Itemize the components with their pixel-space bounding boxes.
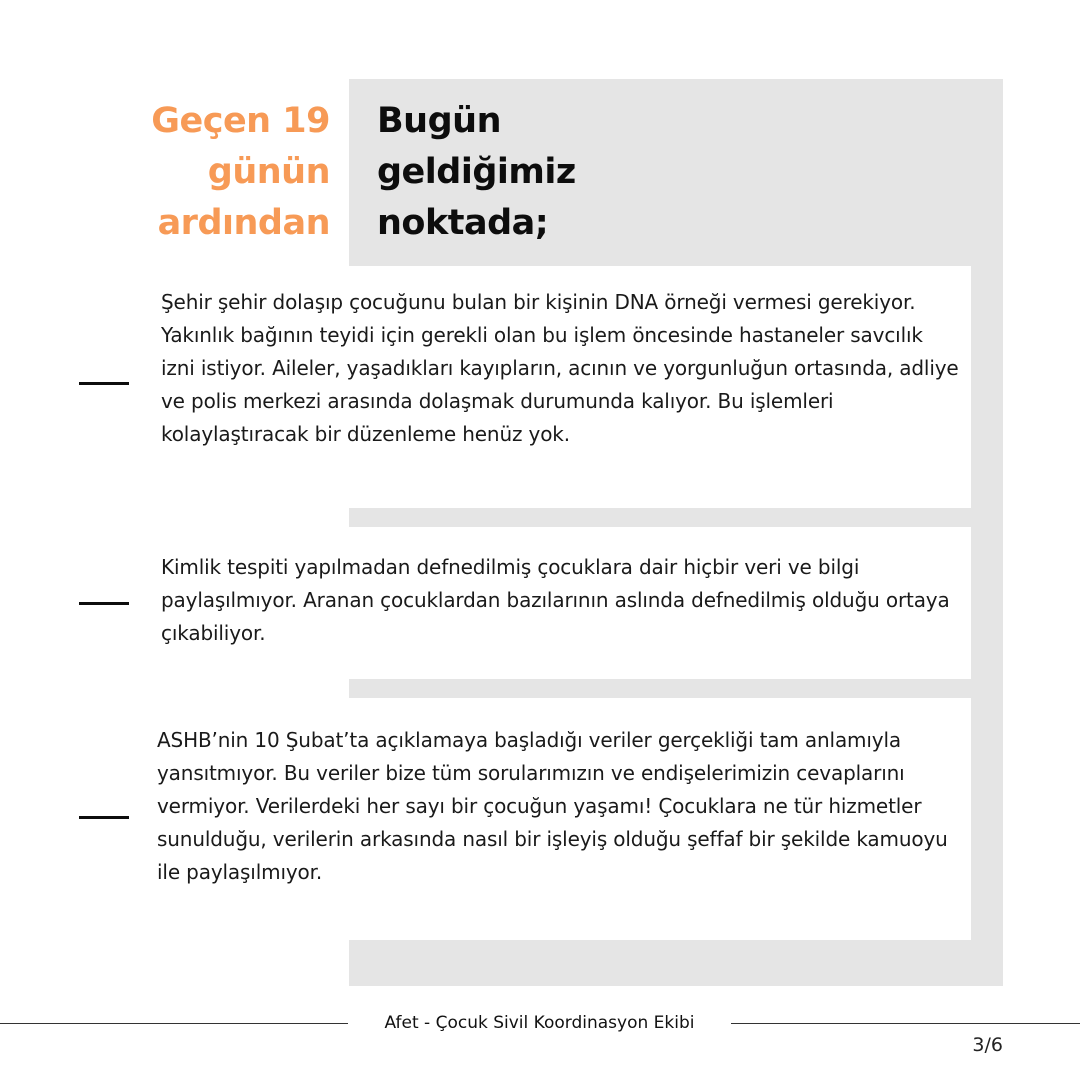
- page-number: 3/6: [972, 1034, 1003, 1056]
- item-text: Kimlik tespiti yapılmadan defnedilmiş çocuklara dair hiçbir veri ve bilgi paylaşılmıyor. Aranan çocuklardan bazılarının aslında defnedilmiş olduğu ortaya çıkabiliyor.: [161, 555, 950, 645]
- subtitle-line: Geçen 19: [151, 101, 330, 141]
- footer-organization: Afet - Çocuk Sivil Koordinasyon Ekibi: [384, 1013, 695, 1033]
- footer-divider: [731, 1023, 1080, 1024]
- item-text: Şehir şehir dolaşıp çocuğunu bulan bir kişinin DNA örneği vermesi gerekiyor. Yakınlık bağının teyidi için gerekli olan bu işlem öncesinde hastaneler savcılık izni istiyor. Aileler, yaşadıkları kayıpların, acının ve yorgunluğun ortasında, adliye ve polis merkezi arasında dolaşmak durumunda kalıyor. Bu işlemleri kolaylaştıracak bir düzenleme henüz yok.: [161, 290, 959, 446]
- subtitle-heading: [100, 96, 330, 249]
- dash-bullet-icon: [79, 382, 129, 385]
- title-line: geldiğimiz: [377, 152, 576, 192]
- dash-bullet-icon: [79, 816, 129, 819]
- item-text: ASHB’nin 10 Şubat’ta açıklamaya başladığı veriler gerçekliği tam anlamıyla yansıtmıyor. Bu veriler bize tüm sorularımızın ve endişelerimizin cevaplarını vermiyor. Verilerdeki her sayı bir çocuğun yaşamı! Çocuklara ne tür hizmetler sunulduğu, verilerin arkasında nasıl bir işleyiş olduğu şeffaf bir şekilde kamuoyu ile paylaşılmıyor.: [157, 728, 948, 884]
- title-line: Bugün: [377, 101, 501, 141]
- subtitle-line: günün: [207, 152, 330, 192]
- title-line: noktada;: [377, 203, 549, 243]
- footer-divider: [0, 1023, 348, 1024]
- subtitle-line: ardından: [157, 203, 330, 243]
- dash-bullet-icon: [79, 602, 129, 605]
- page-title: [377, 96, 677, 249]
